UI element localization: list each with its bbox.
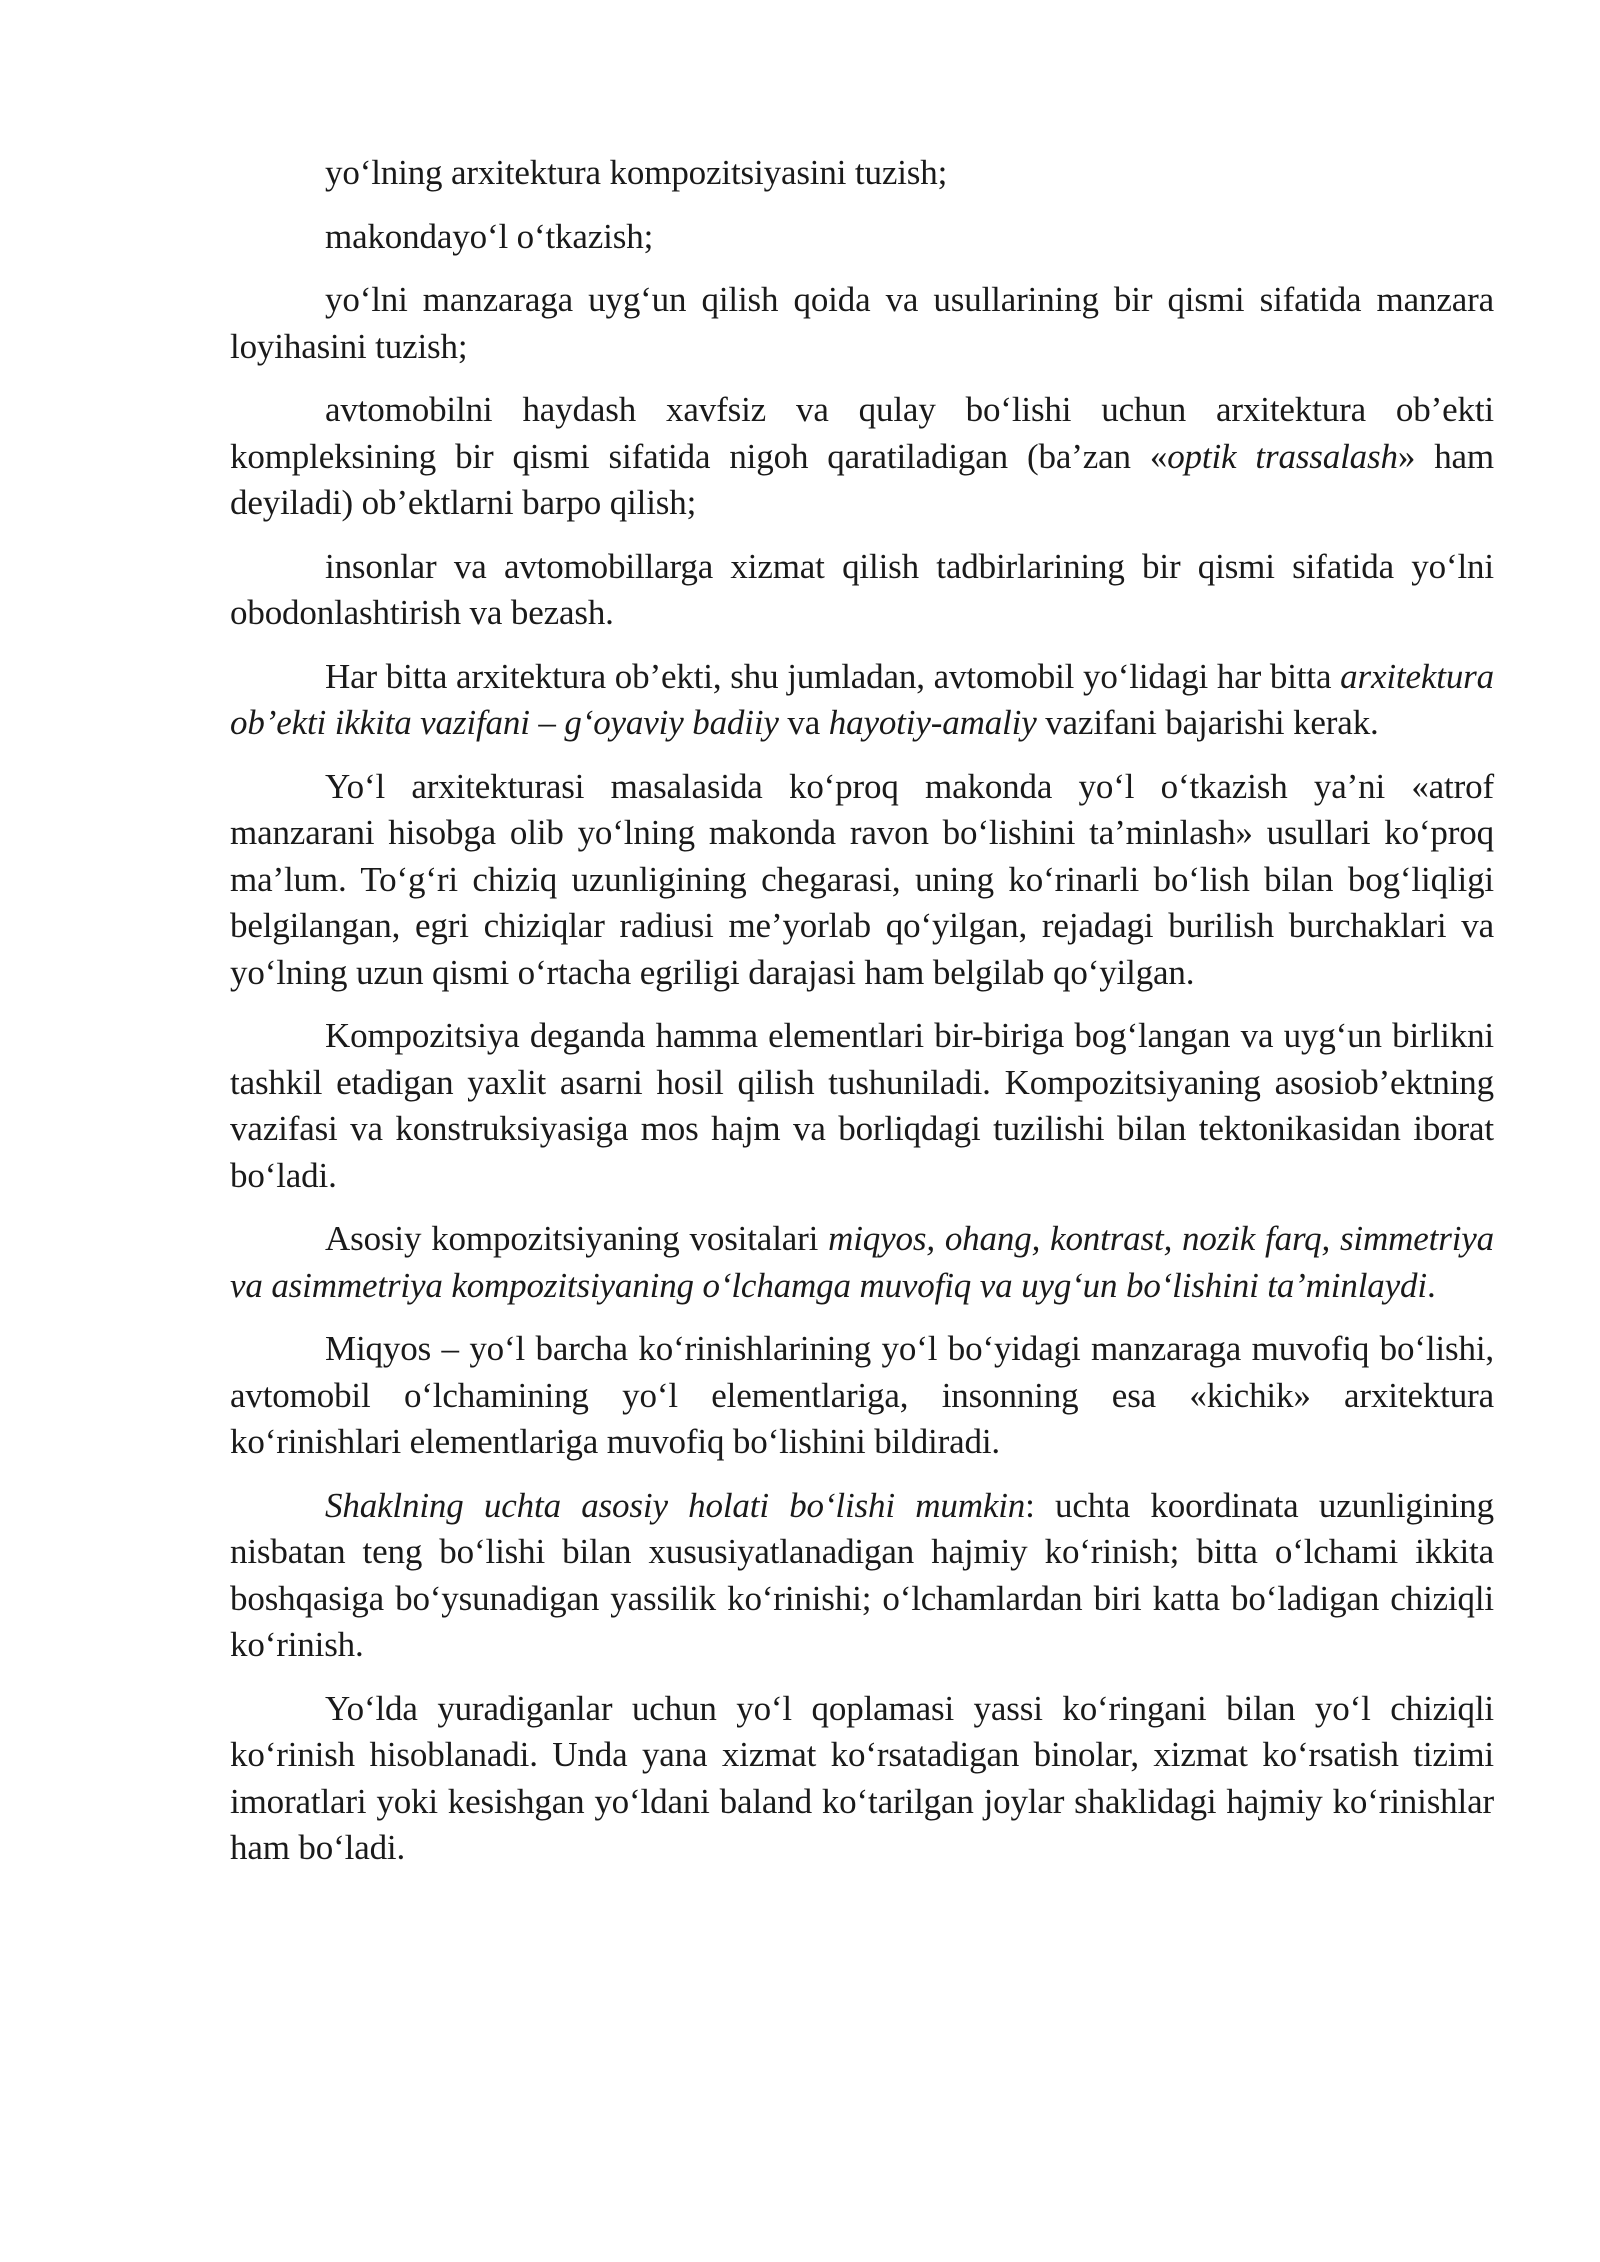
paragraph-2 [230, 214, 1494, 261]
italic-text-segment: miqyos, ohang, kontrast, nozik farq, simmetriya va asimmetriya kompozitsiyaning o‘lchamga muvofiq va uyg‘un bo‘lishini ta’minlaydi [230, 1219, 1494, 1305]
paragraph-1 [230, 150, 1494, 197]
document-body [230, 150, 1494, 1889]
text-segment: Miqyos – yo‘l barcha ko‘rinishlarining yo‘l bo‘yidagi manzaraga muvofiq bo‘lishi, avtomobil o‘lchamining yo‘l elementlariga, insonning esa «kichik» arxitektura ko‘rinishlari elementlariga muvofiq bo‘lishini bildiradi. [230, 1329, 1494, 1461]
paragraph-8 [230, 1013, 1494, 1199]
italic-text-segment: Shaklning uchta asosiy holati bo‘lishi mumkin [325, 1485, 1026, 1525]
paragraph-7 [230, 764, 1494, 997]
text-segment: insonlar va avtomobillarga xizmat qilish tadbirlarining bir qismi sifatida yo‘lni obodonlashtirish va bezash. [230, 546, 1494, 632]
paragraph-9 [230, 1216, 1494, 1309]
paragraph-6 [230, 654, 1494, 747]
text-segment: Kompozitsiya deganda hamma elementlari bir-biriga bog‘langan va uyg‘un birlikni tashkil etadigan yaxlit asarni hosil qilish tushuniladi. Kompozitsiyaning asosiob’ektning vazifasi va konstruksiyasiga mos hajm va borliqdagi tuzilishi bilan tektonikasidan iborat bo‘ladi. [230, 1016, 1494, 1195]
text-segment: Asosiy kompozitsiyaning vositalari [325, 1219, 829, 1258]
paragraph-12 [230, 1686, 1494, 1872]
text-segment: avtomobilni haydash xavfsiz va qulay bo‘lishi uchun arxitektura ob’ekti kompleksining bir qismi sifatida nigoh qaratiladigan (ba’zan « [230, 390, 1494, 476]
text-segment: Yo‘lda yuradiganlar uchun yo‘l qoplamasi yassi ko‘ringani bilan yo‘l chiziqli ko‘rinish hisoblanadi. Unda yana xizmat ko‘rsatadigan binolar, xizmat ko‘rsatish tizimi imoratlari yoki kesishgan yo‘ldani baland ko‘tarilgan joylar shaklidagi hajmiy ko‘rinishlar ham bo‘ladi. [230, 1688, 1494, 1867]
paragraph-3 [230, 277, 1494, 370]
text-segment: va [778, 703, 829, 742]
paragraph-4 [230, 387, 1494, 527]
text-segment: . [1426, 1265, 1436, 1305]
text-segment: vazifani bajarishi kerak. [1036, 703, 1379, 742]
italic-text-segment: hayotiy-amaliy [828, 703, 1037, 742]
italic-text-segment: optik trassalash [1167, 436, 1398, 476]
text-segment: Yo‘l arxitekturasi masalasida ko‘proq makonda yo‘l o‘tkazish ya’ni «atrof manzarani hisobga olib yo‘lning makonda ravon bo‘lishini ta’minlash» usullari ko‘proq ma’lum. To‘g‘ri chiziq uzunligining chegarasi, uning ko‘rinarli bo‘lish bilan bog‘liqligi belgilangan, egri chiziqlar radiusi me’yorlab qo‘yilgan, rejadagi burilish burchaklari va yo‘lning uzun qismi o‘rtacha egriligi darajasi ham belgilab qo‘yilgan. [230, 766, 1494, 992]
text-segment: » ham deyiladi) ob’ektlarni barpo qilish; [230, 436, 1495, 522]
text-segment: : uchta koordinata uzunligining nisbatan teng bo‘lishi bilan xususiyatlanadigan hajmiy ko‘rinish; bitta o‘lchami ikkita boshqasiga bo‘ysunadigan yassilik ko‘rinishi; o‘lchamlardan biri katta bo‘ladigan chiziqli ko‘rinish. [230, 1485, 1494, 1664]
paragraph-10 [230, 1326, 1494, 1466]
text-segment: makondayo‘l o‘tkazish; [325, 216, 654, 256]
text-segment: Har bitta arxitektura ob’ekti, shu jumladan, avtomobil yo‘lidagi har bitta [325, 656, 1341, 696]
text-segment: yo‘lni manzaraga uyg‘un qilish qoida va usullarining bir qismi sifatida manzara loyihasini tuzish; [230, 280, 1494, 366]
italic-text-segment: arxitektura ob’ekti ikkita vazifani – g‘oyaviy badiiy [230, 656, 1494, 742]
paragraph-5 [230, 544, 1494, 637]
paragraph-11 [230, 1483, 1494, 1669]
text-segment: yo‘lning arxitektura kompozitsiyasini tuzish; [325, 153, 948, 192]
